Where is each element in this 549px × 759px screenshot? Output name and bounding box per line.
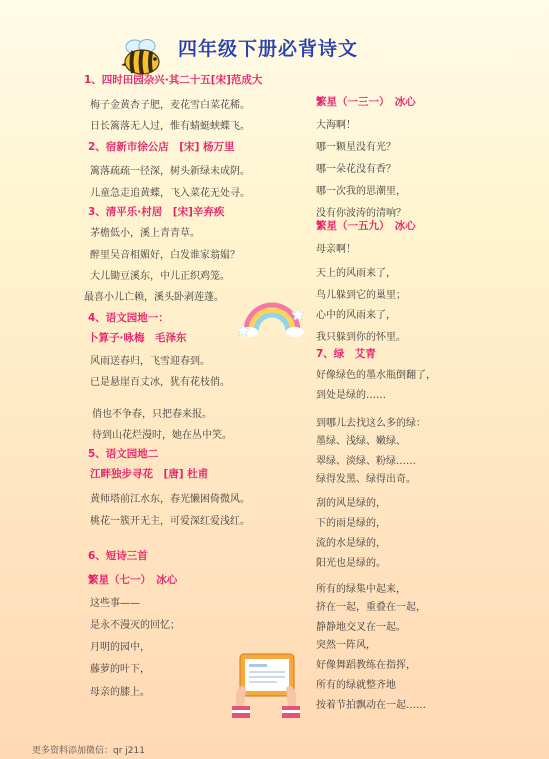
poem-line: 藤萝的叶下，	[90, 664, 150, 675]
poem-line: 这些事——	[90, 598, 140, 609]
poem-line: 哪一颗星没有光？	[316, 142, 396, 153]
poem-line: 哪一朵花没有香？	[316, 164, 396, 175]
poem-line: 挤在一起，重叠在一起，	[316, 602, 426, 613]
tablet-reading-icon	[230, 648, 302, 720]
section-heading: 繁星（七一） 冰心	[88, 574, 178, 586]
poem-line: 突然一阵风，	[316, 640, 376, 651]
poem-line: 梅子金黄杏子肥，麦花雪白菜花稀。	[90, 100, 250, 111]
poem-line: 静静地交叉在一起。	[316, 622, 406, 633]
poem-line: 所有的绿就整齐地	[316, 680, 396, 691]
poem-line: 好像绿色的墨水瓶倒翻了，	[316, 370, 436, 381]
poem-line: 哪一次我的思潮里，	[316, 186, 406, 197]
poem-line: 待到山花烂漫时，她在丛中笑。	[92, 430, 232, 441]
section-heading: 3、清平乐·村居 [宋]辛弃疾	[88, 206, 225, 218]
poem-line: 所有的绿集中起来，	[316, 584, 406, 595]
poem-line: 母亲啊！	[316, 244, 356, 255]
poem-line: 翠绿、淡绿、粉绿……	[316, 456, 416, 467]
poem-line: 篱落疏疏一径深，树头新绿未成阴。	[90, 166, 250, 177]
rainbow-icon	[238, 293, 306, 339]
poem-line: 阳光也是绿的。	[316, 558, 386, 569]
section-heading: 1、四时田园杂兴·其二十五[宋]范成大	[84, 74, 263, 86]
poem-line: 大儿锄豆溪东，中儿正织鸡笼。	[90, 271, 230, 282]
poem-line: 母亲的膝上。	[90, 687, 150, 698]
section-heading: 4、语文园地一：	[88, 312, 169, 324]
poem-line: 按着节拍飘动在一起……	[316, 700, 426, 711]
poem-line: 心中的风雨来了，	[316, 310, 396, 321]
section-heading: 5、语文园地二	[88, 448, 159, 460]
poem-line: 没有你波涛的清响？	[316, 208, 406, 219]
poem-line: 最喜小儿亡赖，溪头卧剥莲蓬。	[84, 292, 224, 303]
poem-line: 桃花一簇开无主，可爱深红爱浅红。	[90, 516, 250, 527]
footer-note: 更多资料添加微信：qr j211	[32, 746, 145, 756]
poem-line: 茅檐低小，溪上青青草。	[90, 228, 200, 239]
poem-line: 墨绿、浅绿、嫩绿、	[316, 436, 406, 447]
poem-line: 大海啊！	[316, 120, 356, 131]
poem-line: 下的雨是绿的，	[316, 518, 386, 529]
poem-line: 已是悬崖百丈冰，犹有花枝俏。	[90, 377, 230, 388]
section-heading: 繁星（一三一） 冰心	[316, 96, 416, 108]
section-heading: 江畔独步寻花 [唐] 杜甫	[90, 468, 209, 480]
poem-line: 日长篱落无人过，惟有蜻蜓蛱蝶飞。	[90, 121, 250, 132]
poem-line: 刮的风是绿的，	[316, 498, 386, 509]
poem-line: 儿童急走追黄蝶，飞入菜花无处寻。	[90, 188, 250, 199]
poem-line: 黄师塔前江水东，春光懒困倚微风。	[90, 494, 250, 505]
poem-line: 到哪儿去找这么多的绿：	[316, 418, 426, 429]
page-title: 四年级下册必背诗文	[178, 38, 359, 60]
poem-line: 绿得发黑、绿得出奇。	[316, 474, 416, 485]
poem-line: 我只躲到你的怀里。	[316, 332, 406, 343]
poem-line: 到处是绿的……	[316, 390, 386, 401]
poem-line: 风雨送春归，飞雪迎春到。	[90, 356, 210, 367]
poem-line: 流的水是绿的，	[316, 538, 386, 549]
poem-line: 是永不漫灭的回忆；	[90, 620, 180, 631]
section-heading: 7、绿 艾青	[316, 348, 376, 360]
section-heading: 6、短诗三首	[88, 550, 148, 562]
section-heading: 卜算子·咏梅 毛泽东	[88, 332, 187, 344]
poem-line: 好像舞蹈教练在指挥，	[316, 660, 416, 671]
poem-line: 鸟儿躲到它的巢里；	[316, 290, 406, 301]
poem-line: 天上的风雨来了，	[316, 268, 396, 279]
section-heading: 2、宿新市徐公店 [宋] 杨万里	[88, 141, 235, 153]
section-heading: 繁星（一五九） 冰心	[316, 220, 416, 232]
title-bar	[0, 14, 549, 66]
poem-line: 月明的园中，	[90, 642, 150, 653]
poem-line: 醉里吴音相媚好，白发谁家翁媪？	[90, 250, 240, 261]
poem-line: 俏也不争春，只把春来报。	[92, 409, 212, 420]
